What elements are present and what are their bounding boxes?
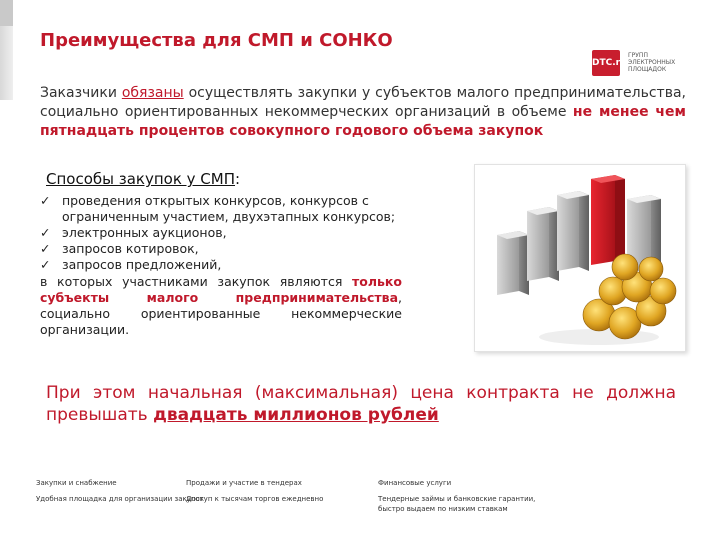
price-text: При этом начальная (максимальная) цена контракта не должна превышать <box>46 383 676 425</box>
intro-highlight: не менее чем пятнадцать процентов совокупного годового объема закупок <box>40 104 686 139</box>
list-item-text: запросов котировок, <box>62 241 199 256</box>
footer-text: Удобная площадка для организации закупок <box>36 495 204 503</box>
list-item <box>40 241 402 257</box>
list-item-text: проведения открытых конкурсов, конкурсов с ограниченным участием, двухэтапных конкурсов; <box>62 193 396 224</box>
check-icon: ✓ <box>40 225 51 240</box>
list-item <box>40 225 402 241</box>
dtc-logo[interactable] <box>592 50 682 76</box>
methods-note-text: в которых участниками закупок являются <box>40 274 353 289</box>
footer-heading: Финансовые услуги <box>378 479 452 487</box>
page-title: Преимущества для СМП и СОНКО <box>40 30 393 51</box>
price-highlight: двадцать миллионов рублей <box>153 405 439 425</box>
price-limit-paragraph <box>46 382 676 426</box>
logo-line: ПЛОЩАДОК <box>628 66 667 73</box>
dtc-logo-mark: DTC.ru <box>592 50 620 76</box>
intro-obligated: обязаны <box>121 85 184 101</box>
check-icon: ✓ <box>40 257 51 272</box>
footer-column-finance[interactable] <box>378 478 548 514</box>
dtc-logo-text <box>628 52 688 73</box>
methods-block <box>40 193 402 338</box>
logo-line: ЭЛЕКТРОННЫХ <box>628 59 676 66</box>
intro-paragraph <box>40 84 686 141</box>
methods-heading-colon: : <box>235 170 241 188</box>
intro-text: Заказчики <box>40 85 122 101</box>
methods-list <box>40 193 402 273</box>
check-icon: ✓ <box>40 193 51 208</box>
footer-heading: Продажи и участие в тендерах <box>186 479 302 487</box>
list-item <box>40 193 402 225</box>
list-item-text: электронных аукционов, <box>62 225 227 240</box>
logo-line: ГРУПП <box>628 52 648 59</box>
intro-text: осуществлять закупки у субъектов малого предпринимательства, социально ориентированных некоммерческих организаций в объеме <box>40 85 686 120</box>
footer-heading: Закупки и снабжение <box>36 479 117 487</box>
left-decoration-bar-top <box>0 0 13 26</box>
methods-heading-text: Способы закупок у СМП <box>46 170 236 188</box>
list-item <box>40 257 402 273</box>
footer-text: Доступ к тысячам торгов ежедневно <box>186 495 324 503</box>
methods-note <box>40 274 402 338</box>
footer-column-procurement[interactable] <box>36 478 206 504</box>
methods-note-highlight: только субъекты малого предпринимательства <box>40 274 402 305</box>
footer-text: Тендерные займы и банковские гарантии, быстро выдаем по низким ставкам <box>378 495 536 513</box>
growth-bars-coins-image <box>474 164 686 352</box>
methods-note-text: , социально ориентированные некоммерческие организации. <box>40 290 402 337</box>
list-item-text: запросов предложений, <box>62 257 222 272</box>
check-icon: ✓ <box>40 241 51 256</box>
footer-column-sales[interactable] <box>186 478 356 504</box>
methods-heading <box>46 170 240 188</box>
